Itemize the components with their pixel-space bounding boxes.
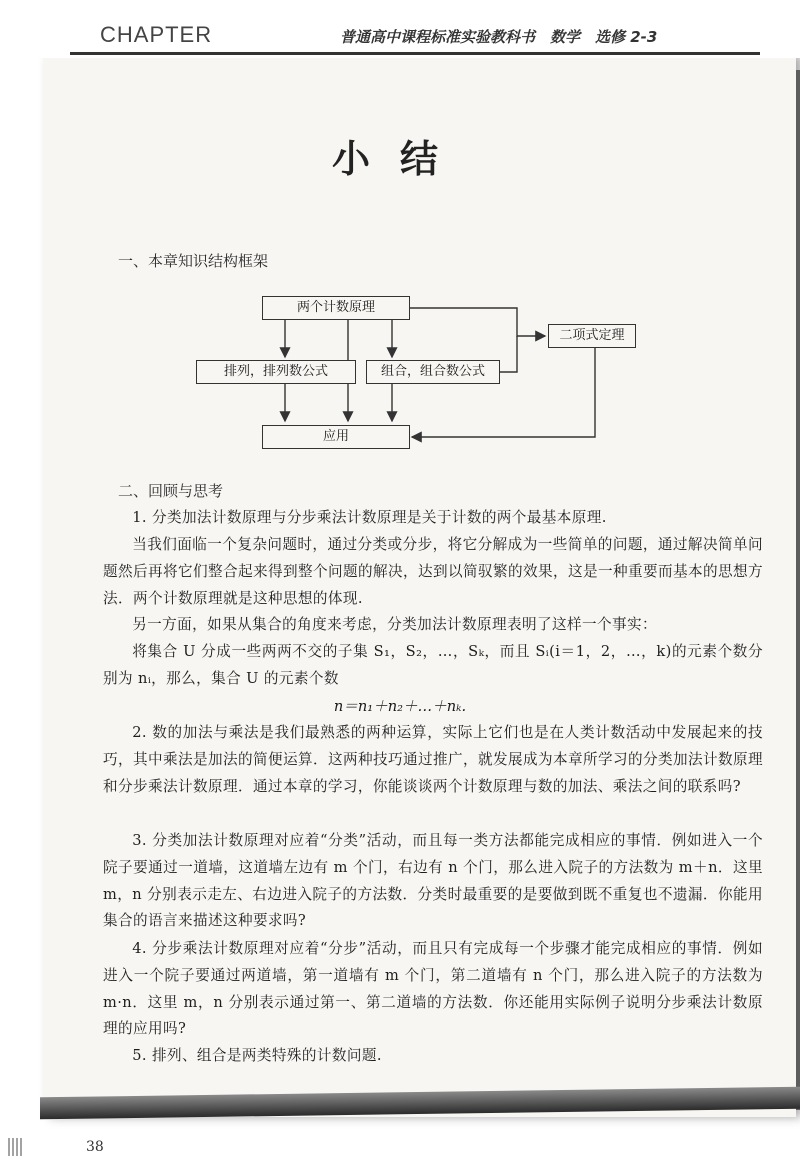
paragraph-5: 5. 排列、组合是两类特殊的计数问题. (132, 1047, 382, 1064)
chapter-label: CHAPTER (100, 22, 213, 47)
section-heading-framework: 一、本章知识结构框架 (118, 252, 269, 270)
scan-edge-mark (8, 1138, 22, 1156)
paragraph-4: 4. 分步乘法计数原理对应着“分步”活动，而且只有完成每一个步骤才能完成相应的事情．例如进入一个院子要通过两道墙，第一道墙有 m 个门，第二道墙有 n 个门，那么进入院子的方法数为 m·n．这里 m，n 分别表示通过第一、第二道墙的方法数．你还能用实际例子说明分步乘法计数原理的应用吗? (103, 940, 763, 1038)
node-binomial-theorem: 二项式定理 (548, 324, 636, 348)
paragraph-3: 3. 分类加法计数原理对应着“分类”活动，而且每一类方法都能完成相应的事情．例如进入一个院子要通过一道墙，这道墙左边有 m 个门，右边有 n 个门，那么进入院子的方法数为 m＋n．这里 m，n 分别表示走左、右边进入院子的方法数．分类时最重要的是要做到既不重复也不遗漏．你能用集合的语言来描述这种要求吗? (103, 832, 763, 930)
paragraph-1-set-view: 另一方面，如果从集合的角度来考虑，分类加法计数原理表明了这样一个事实： (132, 616, 657, 633)
paragraph-1: 1. 分类加法计数原理与分步乘法计数原理是关于计数的两个最基本原理. (132, 509, 607, 526)
node-permutation: 排列，排列数公式 (196, 360, 356, 384)
page-title: 小结 (331, 137, 468, 181)
section-heading-review: 二、回顾与思考 (118, 482, 224, 500)
node-combination: 组合，组合数公式 (366, 360, 500, 384)
paragraph-1-detail: 当我们面临一个复杂问题时，通过分类或分步，将它分解成为一些简单的问题，通过解决简单问题然后再将它们整合起来得到整个问题的解决，达到以简驭繁的效果，这是一种重要而基本的思想方法．两个计数原理就是这种思想的体现. (103, 536, 763, 607)
sum-formula: n＝n₁＋n₂＋…＋nₖ. (333, 698, 467, 715)
paragraph-2: 2. 数的加法与乘法是我们最熟悉的两种运算，实际上它们也是在人类计数活动中发展起来的技巧，其中乘法是加法的简便运算．这两种技巧通过推广，就发展成为本章所学习的分类加法计数原理和分步乘法计数原理．通过本章的学习，你能谈谈两个计数原理与数的加法、乘法之间的联系吗? (103, 724, 763, 795)
diagram-arrows (0, 0, 800, 460)
node-application: 应用 (262, 425, 410, 449)
arrow-combination-to-binomial (500, 336, 517, 372)
paragraph-1-set-statement: 将集合 U 分成一些两两不交的子集 S₁，S₂，…，Sₖ，而且 Sᵢ(i＝1，2，…，k)的元素个数分别为 nᵢ，那么，集合 U 的元素个数 (103, 643, 763, 687)
page-number: 38 (86, 1139, 104, 1155)
arrow-principles-to-binomial (410, 308, 545, 336)
node-two-counting-principles: 两个计数原理 (262, 296, 410, 320)
series-title: 普通高中课程标准实验教科书 数学 选修 2-3 (340, 28, 658, 46)
